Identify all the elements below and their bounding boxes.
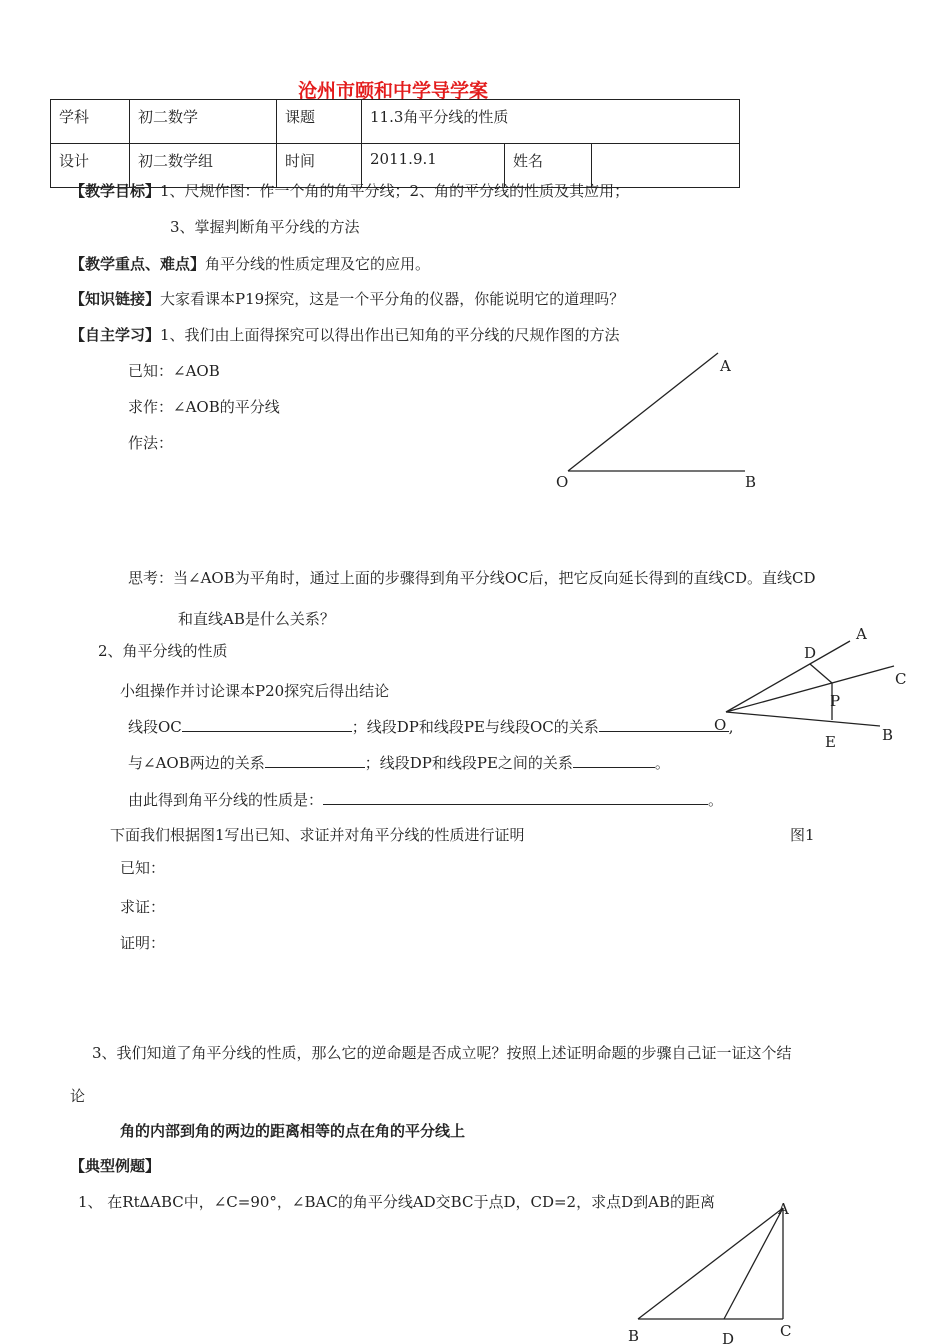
label-a: A bbox=[856, 625, 867, 643]
converse-theorem: 角的内部到角的两边的距离相等的点在角的平分线上 bbox=[120, 1122, 466, 1140]
label-a: A bbox=[778, 1200, 789, 1218]
label-e: E bbox=[825, 733, 836, 751]
objectives-line2: 3、掌握判断角平分线的方法 bbox=[170, 218, 360, 236]
blank-oc[interactable] bbox=[182, 717, 352, 732]
property-line: 由此得到角平分线的性质是： 。 bbox=[128, 791, 724, 809]
blank-dp-pe[interactable] bbox=[573, 753, 655, 768]
label-o: O bbox=[714, 716, 727, 734]
given-label: 已知： bbox=[120, 859, 166, 877]
think-line1: 思考：当∠AOB为平角时，通过上面的步骤得到角平分线OC后，把它反向延长得到的直线CD。直线CD bbox=[128, 569, 816, 587]
segment-dp bbox=[810, 664, 832, 683]
cell-time-label: 时间 bbox=[277, 144, 362, 188]
label-c: C bbox=[895, 670, 907, 688]
example-1: 1、 在Rt∆ABC中，∠C=90°，∠BAC的角平分线AD交BC于点D，CD=2，求点D到AB的距离 bbox=[78, 1193, 715, 1211]
label-c: C bbox=[780, 1322, 792, 1340]
figure-1-caption: 图1 bbox=[790, 826, 815, 844]
page-title: 沧州市颐和中学导学案 bbox=[298, 80, 489, 102]
objectives-label: 【教学目标】 bbox=[70, 182, 161, 200]
label-b: B bbox=[745, 473, 757, 491]
cell-topic: 11.3角平分线的性质 bbox=[362, 100, 740, 144]
construct-bisector: 求作：∠AOB的平分线 bbox=[128, 398, 280, 416]
think-line2: 和直线AB是什么关系？ bbox=[178, 610, 335, 628]
blank-aob-sides[interactable] bbox=[265, 753, 365, 768]
label-b: B bbox=[628, 1327, 640, 1344]
ray-oa bbox=[568, 353, 718, 471]
cell-subject: 初二数学 bbox=[130, 100, 277, 144]
label-d: D bbox=[804, 644, 817, 662]
ray-oc bbox=[726, 666, 894, 712]
label-o: O bbox=[556, 473, 569, 491]
self-study-label: 【自主学习】 bbox=[70, 326, 161, 344]
blank-dp-pe-oc[interactable] bbox=[599, 717, 729, 732]
relation-oc-line: 线段OC ；线段DP和线段PE与线段OC的关系 , bbox=[128, 718, 734, 736]
label-d: D bbox=[722, 1330, 735, 1344]
key-points-label: 【教学重点、难点】 bbox=[70, 255, 206, 273]
cell-time: 2011.9.1 bbox=[362, 144, 505, 188]
examples-label: 【典型例题】 bbox=[70, 1157, 161, 1175]
figure-angle-aob bbox=[550, 345, 770, 495]
item3-line1: 3、我们知道了角平分线的性质，那么它的逆命题是否成立呢？按照上述证明命题的步骤自己证一证这个结 bbox=[92, 1044, 792, 1062]
cell-topic-label: 课题 bbox=[277, 100, 362, 144]
self-study-item1: 【自主学习】1、我们由上面得探究可以得出作出已知角的平分线的尺规作图的方法 bbox=[70, 326, 620, 344]
cell-design-label: 设计 bbox=[51, 144, 130, 188]
proof-label: 证明： bbox=[120, 934, 166, 952]
info-table bbox=[50, 99, 740, 188]
cell-name-label: 姓名 bbox=[505, 144, 592, 188]
known-aob: 已知：∠AOB bbox=[128, 362, 220, 380]
objectives-line1: 【教学目标】1、尺规作图：作一个角的角平分线；2、角的平分线的性质及其应用； bbox=[70, 182, 630, 200]
relation-sides-line: 与∠AOB两边的关系 ；线段DP和线段PE之间的关系 。 bbox=[128, 754, 670, 772]
to-prove-label: 求证： bbox=[120, 898, 166, 916]
cell-subject-label: 学科 bbox=[51, 100, 130, 144]
bisector-ad bbox=[724, 1208, 783, 1319]
blank-property[interactable] bbox=[323, 790, 708, 805]
knowledge-link-label: 【知识链接】 bbox=[70, 290, 161, 308]
cell-design: 初二数学组 bbox=[130, 144, 277, 188]
proof-intro: 下面我们根据图1写出已知、求证并对角平分线的性质进行证明 bbox=[110, 826, 525, 844]
ray-ob bbox=[726, 712, 880, 726]
item3-line2: 论 bbox=[70, 1087, 86, 1105]
label-b: B bbox=[882, 726, 894, 744]
side-ab bbox=[638, 1208, 783, 1319]
group-discussion: 小组操作并讨论课本P20探究后得出结论 bbox=[120, 682, 390, 700]
label-a: A bbox=[720, 357, 731, 375]
key-points: 【教学重点、难点】角平分线的性质定理及它的应用。 bbox=[70, 255, 431, 273]
figure-triangle bbox=[620, 1200, 810, 1344]
construction-method: 作法： bbox=[128, 434, 174, 452]
label-p: P bbox=[830, 692, 841, 710]
self-study-item2: 2、角平分线的性质 bbox=[98, 642, 228, 660]
figure-bisector bbox=[700, 620, 915, 760]
knowledge-link: 【知识链接】大家看课本P19探究，这是一个平分角的仪器，你能说明它的道理吗？ bbox=[70, 290, 625, 308]
